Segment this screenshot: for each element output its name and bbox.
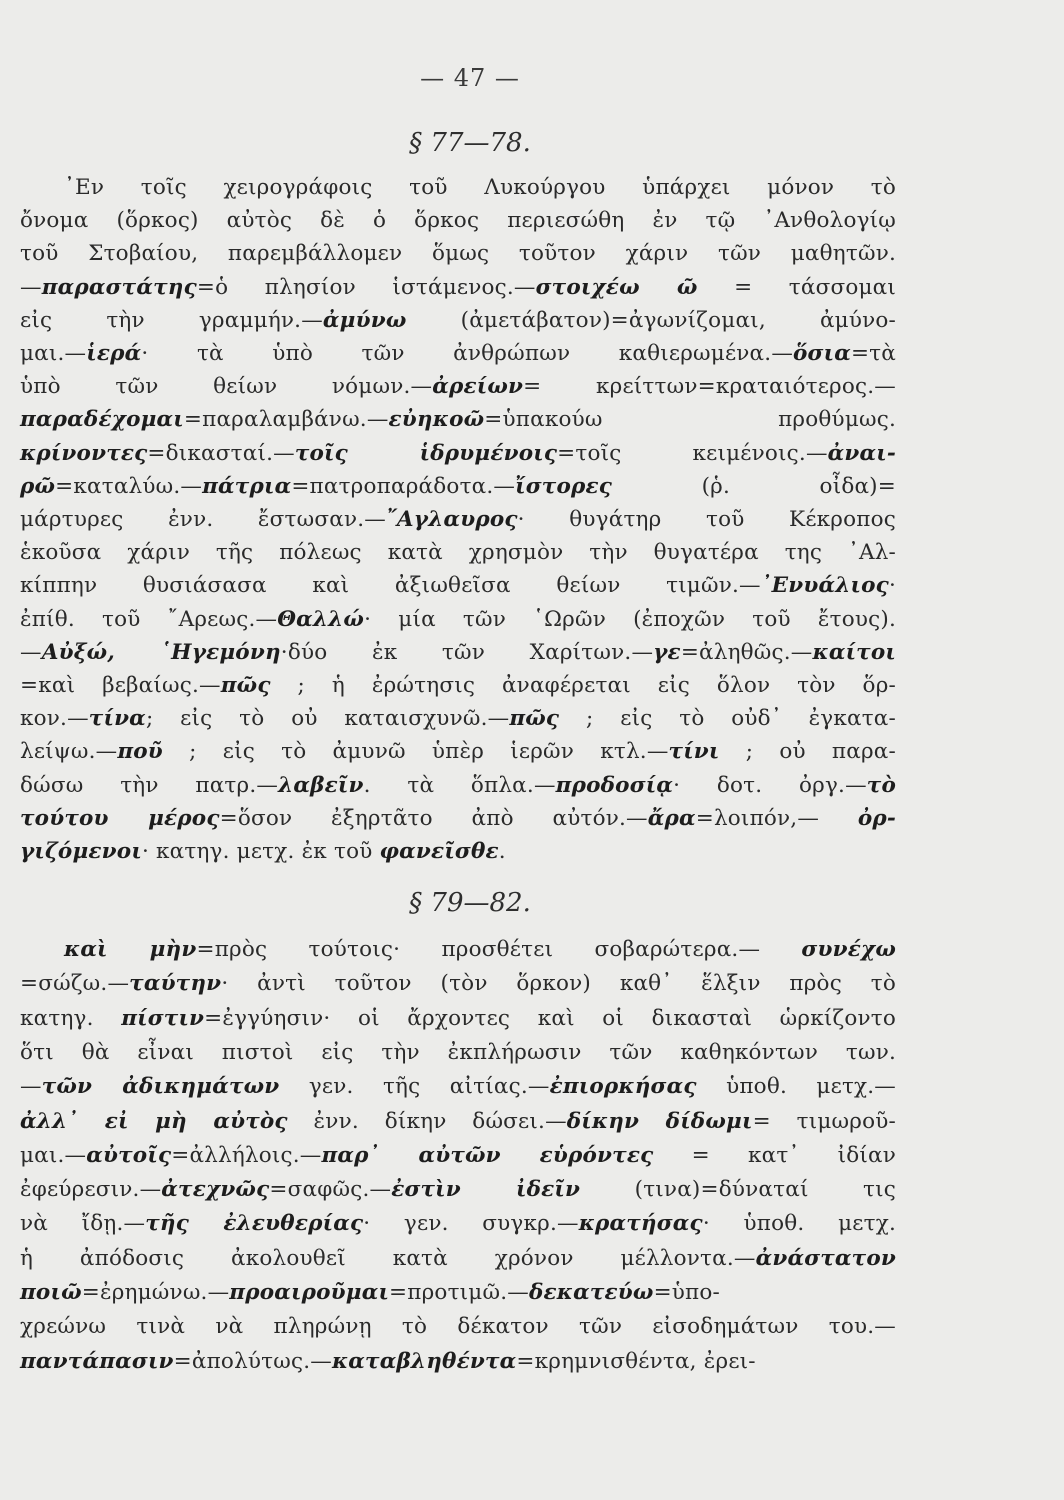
lemma-term: τοῖς ἱδρυμένοις (294, 440, 558, 466)
lemma-term: ὀρ- (857, 805, 896, 831)
gloss-text: μαι.— (20, 341, 87, 366)
lemma-term: γε (653, 639, 681, 665)
text-line (20, 968, 896, 1000)
gloss-text: ; οὐ παρα- (719, 739, 896, 765)
gloss-text: =ἐγγύησιν· οἱ ἄρχοντες καὶ οἱ δικασταὶ ὡρκίζοντο (204, 1005, 896, 1031)
gloss-text: = κρείττων=κραταιότερος.— (523, 374, 896, 400)
lemma-term: πῶς (220, 673, 271, 698)
text-line (20, 238, 896, 270)
gloss-text: =τοῖς κειμένοις.— (557, 440, 828, 466)
lemma-term: προδοσίᾳ (555, 772, 674, 798)
gloss-text: =σώζω.— (20, 971, 130, 997)
gloss-text: — (20, 639, 42, 665)
gloss-text: = τάσσομαι (697, 274, 896, 300)
gloss-text: ὅτι θὰ εἶναι πιστοὶ εἰς τὴν ἐκπλήρωσιν τῶν καθηκόντων των. (20, 1039, 896, 1065)
lemma-term: καίτοι (812, 639, 896, 665)
lemma-term: ᾿Ενυάλιος (760, 573, 889, 599)
lemma-term: κρίνοντες (20, 440, 148, 466)
gloss-text: =λοιπόν,— (695, 805, 858, 831)
text-line (20, 803, 896, 835)
lemma-term: καὶ μὴν (64, 937, 197, 962)
text-line (20, 670, 896, 702)
text-line (20, 736, 896, 768)
gloss-text: κατηγ. (20, 1005, 122, 1031)
text-line (20, 438, 896, 470)
lemma-term: ἱερά (86, 341, 142, 366)
text-line (20, 1071, 896, 1103)
lemma-term: προαιροῦμαι (229, 1280, 390, 1305)
lemma-term: ἄρα (647, 805, 696, 831)
lemma-term: ἴστορες (515, 473, 613, 499)
gloss-text: =ὅσον ἐξηρτᾶτο ἀπὸ αὐτόν.— (219, 805, 648, 831)
lemma-term: Αὐξώ, ῾Ηγεμόνη (41, 639, 281, 665)
lemma-term: δίκην δίδωμι (566, 1108, 753, 1134)
lemma-term: ποῦ (117, 739, 163, 765)
gloss-text: ἡ ἀπόδοσις ἀκολουθεῖ κατὰ χρόνον μέλλοντα.— (20, 1245, 756, 1271)
lemma-term: ἀτεχνῶς (161, 1177, 270, 1203)
section-heading-77-78: § 77—78. (409, 128, 531, 158)
gloss-text: ὑπὸ τῶν θείων νόμων.— (20, 374, 433, 400)
text-line (20, 1140, 896, 1172)
lemma-term: ποιῶ (20, 1280, 82, 1305)
text-line (20, 205, 896, 237)
gloss-text: κίππην θυσιάσασα καὶ ἀξιωθεῖσα θείων τιμῶν.— (20, 573, 761, 599)
text-line (20, 836, 506, 868)
lemma-term: εὐηκοῶ (388, 407, 485, 433)
gloss-text: · θυγάτηρ τοῦ Κέκροπος (517, 507, 896, 532)
text-line (20, 1037, 896, 1069)
text-line (20, 604, 896, 636)
text-line (20, 703, 896, 735)
lemma-term: τίνι (668, 739, 720, 765)
text-line (20, 570, 896, 602)
lemma-term: ἀλλ᾿ εἰ μὴ αὐτὸς (20, 1108, 288, 1134)
section-heading-79-82: § 79—82. (409, 888, 531, 918)
text-line (20, 504, 896, 536)
gloss-text: (ἀμετάβατον)=ἀγωνίζομαι, ἀμύνο- (406, 307, 896, 333)
text-line (20, 272, 896, 304)
text-line (20, 1243, 896, 1275)
lemma-term: γιζόμενοι (20, 839, 142, 864)
text-line (20, 1106, 896, 1138)
lemma-term: τὸ (866, 772, 896, 798)
lemma-term: πίστιν (121, 1005, 205, 1031)
lemma-term: παραδέχομαι (20, 407, 184, 433)
gloss-text: =ὁ πλησίον ἱστάμενος.— (196, 274, 536, 300)
gloss-text: = τιμωροῦ- (752, 1108, 896, 1134)
gloss-text: = κατ᾿ ἰδίαν (653, 1142, 896, 1168)
gloss-text: =καὶ βεβαίως.— (20, 673, 221, 698)
gloss-text: ὄνομα (ὅρκος) αὐτὸς δὲ ὁ ὅρκος περιεσώθη ἐν τῷ ᾿Ανθολογίῳ (20, 208, 896, 234)
gloss-text: (τινα)=δύναταί τις (580, 1177, 897, 1203)
gloss-text: εἰς τὴν γραμμήν.— (20, 307, 323, 333)
text-line (20, 338, 896, 370)
text-line (20, 404, 896, 436)
gloss-text: ὑποθ. μετχ.— (696, 1074, 896, 1100)
lemma-term: τῶν ἀδικημάτων (41, 1074, 280, 1100)
gloss-text: =παραλαμβάνω.— (183, 407, 389, 433)
page-number: — 47 — (420, 64, 520, 92)
gloss-text: =σαφῶς.— (269, 1177, 392, 1203)
gloss-text: ; εἰς τὸ οὐ καταισχυνῶ.— (145, 706, 510, 732)
gloss-text: =προτιμῶ.— (389, 1280, 529, 1305)
gloss-text: · γεν. συγκρ.— (363, 1211, 579, 1237)
lemma-term: ὅσια (793, 341, 851, 366)
gloss-text: γεν. τῆς αἰτίας.— (279, 1074, 550, 1100)
lemma-term: συνέχω (801, 937, 896, 962)
lemma-term: λαβεῖν (278, 772, 364, 798)
gloss-text: · μία τῶν ῾Ωρῶν (ἐποχῶν τοῦ ἔτους). (364, 606, 896, 632)
gloss-text: τοῦ Στοβαίου, παρεμβάλλομεν ὅμως τοῦτον χάριν τῶν μαθητῶν. (20, 241, 896, 267)
gloss-text: ; εἰς τὸ οὐδ᾿ ἐγκατα- (559, 706, 896, 732)
gloss-text: =ἀληθῶς.— (680, 639, 813, 665)
text-line (20, 1277, 896, 1309)
lemma-term: φανεῖσθε (379, 839, 499, 864)
gloss-text: . (498, 839, 506, 864)
gloss-text: ·δύο ἐκ τῶν Χαρίτων.— (280, 639, 654, 665)
gloss-text: =ὑπακούω προθύμως. (484, 407, 896, 433)
lemma-term: παντάπασιν (20, 1348, 174, 1374)
gloss-text: =πρὸς τούτοις· προσθέτει σοβαρώτερα.— (196, 937, 802, 962)
gloss-text: ἐφεύρεσιν.— (20, 1177, 162, 1203)
lemma-term: πάτρια (202, 473, 292, 499)
gloss-text: μάρτυρες ἐνν. ἔστωσαν.— (20, 507, 386, 532)
lemma-term: παραστάτης (41, 274, 197, 300)
gloss-text: λείψω.— (20, 739, 118, 765)
gloss-text: =ἀλλήλοις.— (171, 1142, 322, 1168)
gloss-text: ᾿Εν τοῖς χειρογράφοις τοῦ Λυκούργου ὑπάρχει μόνον τὸ (64, 175, 896, 200)
lemma-term: ρῶ (20, 473, 56, 499)
gloss-text: =κρημνισθέντα, ἐρει- (516, 1348, 756, 1374)
gloss-text: =ἐρημώνω.— (81, 1280, 230, 1305)
text-line (20, 371, 896, 403)
lemma-term: αὐτοῖς (86, 1142, 172, 1168)
lemma-term: ἀναι- (827, 440, 897, 466)
gloss-text: ἐνν. δίκην δώσει.— (287, 1108, 567, 1134)
gloss-text: =ὑπο- (653, 1280, 720, 1305)
gloss-text: — (20, 1074, 42, 1100)
text-line (20, 1346, 756, 1378)
text-line (20, 770, 896, 802)
text-line (20, 1003, 896, 1035)
gloss-text: νὰ ἴδῃ.— (20, 1211, 146, 1237)
gloss-text: · δοτ. ὀργ.— (673, 772, 867, 798)
lemma-term: τίνα (88, 706, 146, 732)
gloss-text: ; ἡ ἐρώτησις ἀναφέρεται εἰς ὅλον τὸν ὅρ- (270, 673, 896, 698)
lemma-term: πῶς (509, 706, 560, 732)
text-line (20, 305, 896, 337)
lemma-term: παρ᾿ αὐτῶν εὑρόντες (321, 1142, 654, 1168)
gloss-text: · (888, 573, 896, 599)
lemma-term: ἐπιορκήσας (549, 1074, 697, 1100)
text-line (20, 1174, 896, 1206)
lemma-term: στοιχέω ῶ (535, 274, 698, 300)
gloss-text: =τὰ (850, 341, 896, 366)
gloss-text: · τὰ ὑπὸ τῶν ἀνθρώπων καθιερωμένα.— (141, 341, 794, 366)
gloss-text: (ῥ. οἶδα)= (612, 473, 896, 499)
gloss-text: κον.— (20, 706, 89, 732)
gloss-text: · κατηγ. μετχ. ἐκ τοῦ (141, 839, 380, 864)
text-line (20, 1208, 896, 1240)
gloss-text: =δικασταί.— (147, 440, 295, 466)
text-line (64, 934, 896, 966)
lemma-term: ἀνάστατον (755, 1245, 896, 1271)
text-line (20, 637, 896, 669)
lemma-term: ῎Αγλαυρος (385, 507, 518, 532)
gloss-text: χρεώνω τινὰ νὰ πληρώνῃ τὸ δέκατον τῶν εἰσοδημάτων του.— (20, 1314, 896, 1340)
gloss-text: ἐπίθ. τοῦ ῎Αρεως.— (20, 606, 278, 632)
lemma-term: ἐστὶν ἰδεῖν (391, 1177, 581, 1203)
gloss-text: — (20, 274, 42, 300)
gloss-text: =καταλύω.— (55, 473, 203, 499)
lemma-term: ταύτην (129, 971, 222, 997)
text-line (20, 471, 896, 503)
lemma-term: ἀμύνω (322, 307, 407, 333)
lemma-term: Θαλλώ (277, 606, 365, 632)
lemma-term: καταβληθέντα (331, 1348, 517, 1374)
text-line (20, 537, 896, 569)
text-line (20, 1311, 896, 1343)
lemma-term: κρατήσας (578, 1211, 703, 1237)
gloss-text: · ἀντὶ τοῦτον (τὸν ὅρκον) καθ᾿ ἕλξιν πρὸς τὸ (221, 971, 896, 997)
gloss-text: ; εἰς τὸ ἀμυνῶ ὑπὲρ ἱερῶν κτλ.— (162, 739, 669, 765)
text-line (64, 172, 896, 204)
lemma-term: τούτου μέρος (20, 805, 220, 831)
gloss-text: . τὰ ὅπλα.— (363, 772, 556, 798)
gloss-text: ἑκοῦσα χάριν τῆς πόλεως κατὰ χρησμὸν τὴν θυγατέρα της ᾿Αλ- (20, 540, 896, 566)
gloss-text: =ἀπολύτως.— (173, 1348, 332, 1374)
lemma-term: ἀρείων (432, 374, 524, 400)
lemma-term: τῆς ἐλευθερίας (145, 1211, 364, 1237)
gloss-text: · ὑποθ. μετχ. (702, 1211, 896, 1237)
gloss-text: δώσω τὴν πατρ.— (20, 772, 279, 798)
lemma-term: δεκατεύω (528, 1280, 654, 1305)
gloss-text: μαι.— (20, 1142, 87, 1168)
gloss-text: =πατροπαράδοτα.— (291, 473, 516, 499)
